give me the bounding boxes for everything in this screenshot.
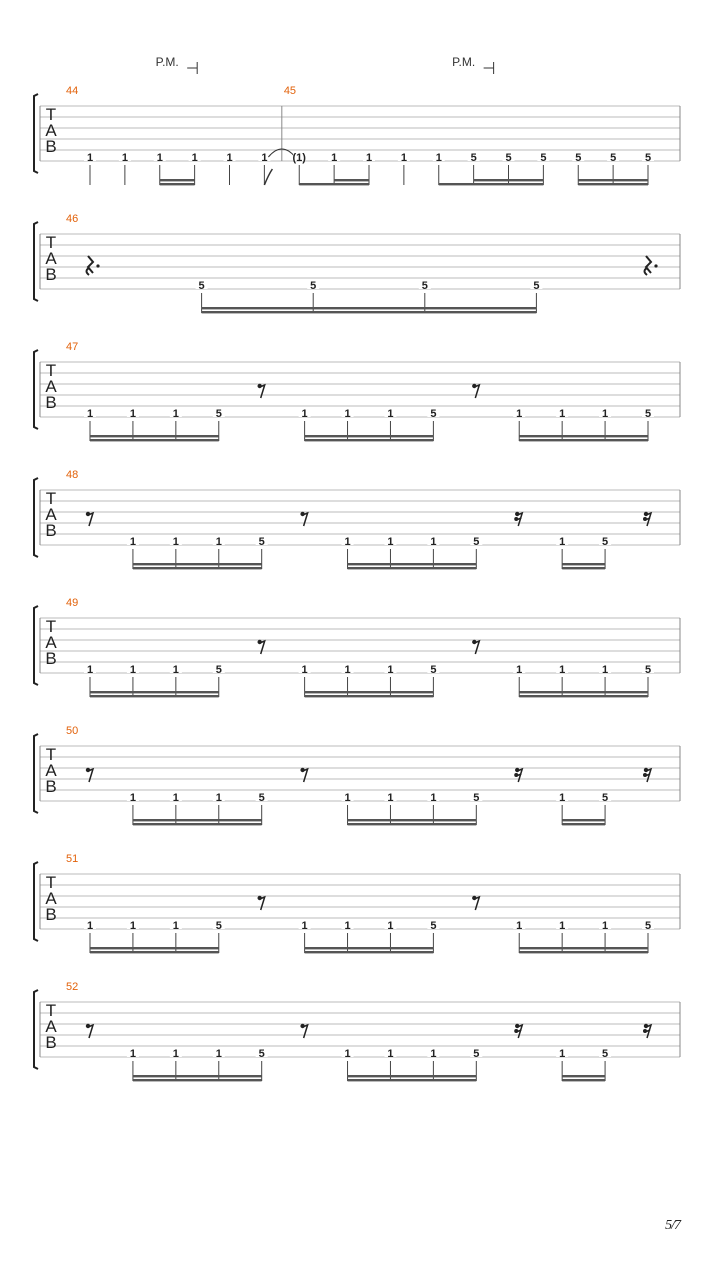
beam-primary [578,183,648,185]
fret-number: 1 [387,1048,394,1060]
quarter-rest-dotted [645,256,658,275]
tab-clef-letter: A [45,505,57,524]
tab-clef-letter: T [45,489,57,508]
beam-primary [305,439,434,441]
tab-clef-letter: B [45,905,57,924]
fret-number: 1 [559,664,566,676]
fret-number: 1 [344,792,351,804]
fret-number: 1 [387,792,394,804]
fret-number: 5 [473,792,480,804]
measure-number: 52 [66,981,79,993]
rest-dot [654,264,657,267]
fret-number: 1 [344,664,351,676]
fret-number: 1 [435,152,442,164]
measure-number: 45 [283,85,297,97]
fret-number: 1 [559,792,566,804]
fret-number: 5 [540,152,547,164]
rest-body [303,769,308,782]
tab-system [34,341,680,441]
fret-number: 5 [533,280,540,292]
fret-number: 1 [602,664,609,676]
rest-body [88,513,93,526]
tab-clef-letter: A [45,889,57,908]
fret-number: 5 [602,792,609,804]
measure-number: 51 [66,853,79,865]
fret-number: 1 [430,1048,437,1060]
beam-primary [90,439,219,441]
rest-body [88,769,93,782]
beam-primary [90,951,219,953]
tab-clef-letter: T [45,745,57,764]
tab-clef-letter: A [45,121,57,140]
measure-number: 49 [66,597,79,609]
tab-clef-letter: T [45,617,57,636]
fret-number: 1 [516,408,523,420]
fret-number: 1 [602,920,609,932]
fret-number: 5 [473,536,480,548]
fret-number: 1 [344,920,351,932]
beam-secondary [348,563,477,565]
fret-number: 5 [602,536,609,548]
fret-number: 5 [644,920,652,932]
beam-primary [562,567,605,569]
rest-dot [96,264,99,267]
tab-clef-letter: B [45,1033,57,1052]
system-bracket [34,94,38,173]
eighth-rest [86,512,93,526]
sixteenth-rest [514,512,522,526]
beam-primary [348,567,477,569]
fret-number: 5 [421,280,428,292]
fret-number: 5 [602,1048,609,1060]
fret-number: 5 [258,792,265,804]
rest-body [88,1025,93,1038]
fret-number: 1 [331,152,338,164]
fret-number: 1 [430,792,437,804]
beam-secondary [90,947,219,949]
fret-number: 1 [559,1048,566,1060]
fret-number: 1 [129,536,136,548]
fret-number: 1 [516,920,523,932]
fret-number: 1 [156,152,163,164]
fret-number: 1 [129,408,136,420]
fret-number: 1 [430,536,437,548]
beam-secondary [90,691,219,693]
system-bracket [34,222,38,301]
beam-secondary [348,1075,477,1077]
tab-system [34,725,680,825]
fret-number: 1 [365,152,373,164]
tab-system [34,55,680,185]
tab-clef-letter: A [45,633,57,652]
system-bracket [34,606,38,685]
fret-number: 1 [129,792,136,804]
tab-clef-letter: B [45,777,57,796]
beam-secondary [348,819,477,821]
sixteenth-rest [514,768,522,782]
system-bracket [34,478,38,557]
beam-secondary [578,179,648,181]
fret-number: 5 [215,920,222,932]
fret-number: 1 [86,152,94,164]
measure-number: 47 [66,341,79,353]
eighth-rest [300,768,307,782]
beam-secondary [334,179,369,181]
tab-clef-letter: T [45,873,57,892]
beam-primary [562,823,605,825]
fret-number: 1 [301,920,308,932]
beam-secondary [305,691,434,693]
sixteenth-rest [643,512,651,526]
fret-number: 1 [215,792,222,804]
fret-number: 1 [121,152,128,164]
sixteenth-rest [643,768,651,782]
rest-body [260,385,265,398]
palm-mute-label: P.M. [155,55,179,69]
tab-clef-letter: A [45,249,57,268]
rest-body [645,256,652,275]
quarter-rest-dotted [87,256,100,275]
fret-number: 1 [344,1048,351,1060]
fret-number: 1 [387,664,394,676]
fret-number: 1 [172,536,179,548]
tab-clef-letter: T [45,105,57,124]
measure-number: 50 [66,725,79,737]
eighth-rest [257,384,264,398]
beam-secondary [519,947,648,949]
beam-secondary [133,819,262,821]
fret-number: 5 [258,1048,265,1060]
fret-number: 1 [172,664,179,676]
beam-secondary [562,563,605,565]
beam-primary [90,695,219,697]
beam-primary [133,823,262,825]
fret-number: (1) [292,152,306,164]
fret-number: 5 [430,408,437,420]
system-bracket [34,990,38,1069]
fret-number: 1 [129,664,136,676]
note-flag [264,169,272,185]
eighth-rest [300,512,307,526]
eighth-rest [472,384,479,398]
beam-primary [133,1079,262,1081]
fret-number: 1 [172,792,179,804]
fret-number: 5 [430,920,437,932]
fret-number: 5 [430,664,437,676]
fret-number: 5 [644,664,652,676]
fret-number: 1 [301,408,308,420]
beam-secondary [90,435,219,437]
tab-system [34,853,680,953]
fret-number: 1 [215,536,222,548]
sixteenth-rest [643,1024,651,1038]
fret-number: 1 [86,408,94,420]
fret-number: 5 [215,664,222,676]
beam-secondary [133,1075,262,1077]
fret-number: 5 [610,152,617,164]
rest-body [87,256,94,275]
rest-body [474,385,479,398]
beam-primary [305,951,434,953]
fret-number: 1 [129,1048,136,1060]
beam-secondary [562,819,605,821]
system-bracket [34,734,38,813]
tab-clef-letter: A [45,377,57,396]
fret-number: 1 [559,408,566,420]
rest-body [303,513,308,526]
tab-clef-letter: B [45,393,57,412]
tab-clef-letter: A [45,761,57,780]
beam-primary [519,951,648,953]
fret-number: 1 [602,408,609,420]
tab-clef-letter: T [45,1001,57,1020]
measure-number: 46 [66,213,79,225]
fret-number: 1 [129,920,136,932]
fret-number: 1 [215,1048,222,1060]
palm-mute-label: P.M. [452,55,476,69]
fret-number: 5 [215,408,222,420]
beam-primary [439,183,544,185]
fret-number: 1 [400,152,407,164]
beam-secondary [519,691,648,693]
tab-clef-letter: B [45,521,57,540]
fret-number: 5 [198,280,205,292]
fret-number: 1 [86,920,94,932]
fret-number: 1 [344,536,351,548]
eighth-rest [257,640,264,654]
beam-primary [133,567,262,569]
eighth-rest [472,640,479,654]
fret-number: 5 [644,152,652,164]
fret-number: 1 [387,920,394,932]
fret-number: 1 [344,408,351,420]
tab-system [34,213,680,313]
beam-primary [519,695,648,697]
beam-secondary [133,563,262,565]
beam-secondary [160,179,195,181]
eighth-rest [257,896,264,910]
tab-clef-letter: T [45,361,57,380]
fret-number: 5 [505,152,512,164]
rest-body [474,897,479,910]
fret-number: 1 [559,536,566,548]
beam-secondary [562,1075,605,1077]
system-bracket [34,350,38,429]
beam-primary [519,439,648,441]
tab-clef-letter: A [45,1017,57,1036]
measure-number: 48 [66,469,79,481]
fret-number: 5 [644,408,652,420]
fret-number: 1 [172,920,179,932]
fret-number: 5 [470,152,477,164]
rest-body [260,897,265,910]
beam-primary [562,1079,605,1081]
beam-secondary [474,179,544,181]
fret-number: 1 [301,664,308,676]
system-bracket [34,862,38,941]
page-number: 5/7 [665,1218,680,1233]
fret-number: 1 [172,408,179,420]
beam-primary [348,823,477,825]
tab-clef-letter: B [45,649,57,668]
beam-secondary [305,435,434,437]
sixteenth-rest [514,1024,522,1038]
beam-primary [160,183,195,185]
fret-number: 1 [559,920,566,932]
fret-number: 1 [261,152,268,164]
fret-number: 5 [310,280,317,292]
tab-clef-letter: B [45,137,57,156]
rest-body [303,1025,308,1038]
beam-secondary [202,307,537,309]
beam-primary [299,183,369,185]
tab-system [34,981,680,1081]
fret-number: 1 [516,664,523,676]
fret-number: 1 [226,152,233,164]
measure-number: 44 [66,85,79,97]
fret-number: 1 [172,1048,179,1060]
beam-secondary [305,947,434,949]
eighth-rest [86,768,93,782]
tab-system [34,469,680,569]
eighth-rest [300,1024,307,1038]
beam-primary [305,695,434,697]
eighth-rest [472,896,479,910]
beam-primary [348,1079,477,1081]
beam-primary [202,311,537,313]
fret-number: 5 [258,536,265,548]
fret-number: 1 [387,536,394,548]
eighth-rest [86,1024,93,1038]
fret-number: 5 [575,152,582,164]
fret-number: 5 [473,1048,480,1060]
tab-system [34,597,680,697]
rest-body [474,641,479,654]
fret-number: 1 [191,152,198,164]
tab-clef-letter: T [45,233,57,252]
rest-body [260,641,265,654]
fret-number: 1 [86,664,94,676]
beam-secondary [519,435,648,437]
fret-number: 1 [387,408,394,420]
tab-clef-letter: B [45,265,57,284]
